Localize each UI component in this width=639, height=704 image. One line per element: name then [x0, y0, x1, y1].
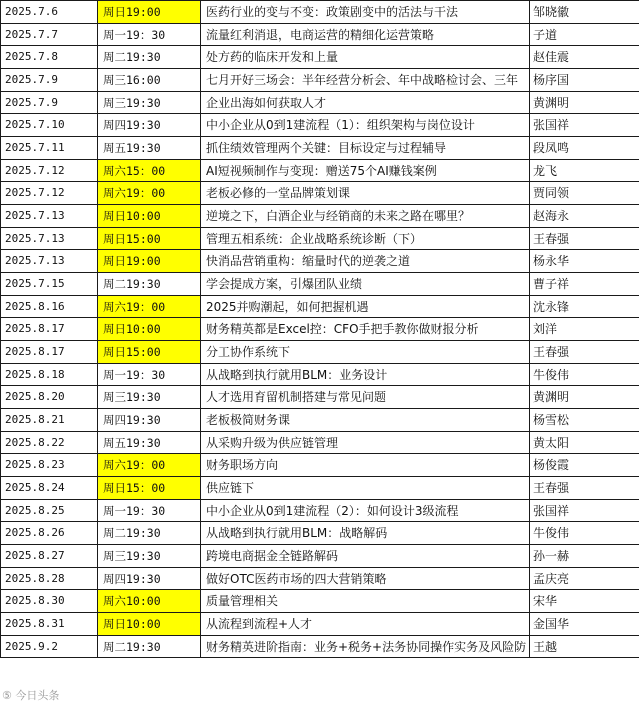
time-cell: 周日19:00: [98, 1, 201, 24]
title-cell: 供应链下: [201, 477, 530, 500]
table-row: [1, 431, 639, 454]
time-cell: 周三16:00: [98, 69, 201, 92]
time-cell: 周四19:30: [98, 114, 201, 137]
date-cell: 2025.8.26: [1, 522, 98, 545]
schedule-body: [1, 1, 639, 658]
date-cell: 2025.8.16: [1, 295, 98, 318]
date-cell: 2025.8.31: [1, 613, 98, 636]
table-row: [1, 159, 639, 182]
date-cell: 2025.8.25: [1, 499, 98, 522]
date-cell: 2025.9.2: [1, 635, 98, 658]
title-cell: 从战略到执行就用BLM：战略解码: [201, 522, 530, 545]
table-row: [1, 341, 639, 364]
time-cell: 周六10:00: [98, 590, 201, 613]
table-row: [1, 227, 639, 250]
title-cell: 做好OTC医药市场的四大营销策略: [201, 567, 530, 590]
date-cell: 2025.8.17: [1, 318, 98, 341]
speaker-cell: 刘洋: [530, 318, 639, 341]
time-cell: 周五19:30: [98, 431, 201, 454]
title-cell: 中小企业从0到1建流程（1）：组织架构与岗位设计: [201, 114, 530, 137]
table-row: [1, 250, 639, 273]
time-cell: 周六19：00: [98, 295, 201, 318]
time-cell: 周日15:00: [98, 227, 201, 250]
date-cell: 2025.7.9: [1, 69, 98, 92]
speaker-cell: 黄太阳: [530, 431, 639, 454]
table-row: [1, 295, 639, 318]
date-cell: 2025.8.30: [1, 590, 98, 613]
speaker-cell: 沈永锋: [530, 295, 639, 318]
date-cell: 2025.8.22: [1, 431, 98, 454]
title-cell: 流量红利消退，电商运营的精细化运营策略: [201, 23, 530, 46]
title-cell: 学会提成方案，引爆团队业绩: [201, 273, 530, 296]
time-cell: 周四19:30: [98, 409, 201, 432]
date-cell: 2025.8.18: [1, 363, 98, 386]
title-cell: 人才选用育留机制搭建与常见问题: [201, 386, 530, 409]
title-cell: 分工协作系统下: [201, 341, 530, 364]
title-cell: 老板必修的一堂品牌策划课: [201, 182, 530, 205]
title-cell: 快消品营销重构：缩量时代的逆袭之道: [201, 250, 530, 273]
speaker-cell: 贾同领: [530, 182, 639, 205]
table-row: [1, 409, 639, 432]
title-cell: AI短视频制作与变现：赠送75个AI赚钱案例: [201, 159, 530, 182]
speaker-cell: 邹晓徽: [530, 1, 639, 24]
time-cell: 周一19：30: [98, 499, 201, 522]
speaker-cell: 张国祥: [530, 499, 639, 522]
title-cell: 从战略到执行就用BLM：业务设计: [201, 363, 530, 386]
speaker-cell: 曹子祥: [530, 273, 639, 296]
title-cell: 抓住绩效管理两个关键：目标设定与过程辅导: [201, 137, 530, 160]
date-cell: 2025.8.21: [1, 409, 98, 432]
table-row: [1, 635, 639, 658]
time-cell: 周日19:00: [98, 250, 201, 273]
title-cell: 跨境电商据金全链路解码: [201, 545, 530, 568]
watermark: ⑤ 今日头条: [2, 689, 60, 702]
date-cell: 2025.7.6: [1, 1, 98, 24]
table-row: [1, 69, 639, 92]
time-cell: 周二19:30: [98, 273, 201, 296]
speaker-cell: 赵海永: [530, 205, 639, 228]
time-cell: 周日10:00: [98, 205, 201, 228]
time-cell: 周日10:00: [98, 318, 201, 341]
table-row: [1, 182, 639, 205]
time-cell: 周三19:30: [98, 91, 201, 114]
table-row: [1, 114, 639, 137]
title-cell: 财务精英都是Excel控：CFO手把手教你做财报分析: [201, 318, 530, 341]
date-cell: 2025.7.9: [1, 91, 98, 114]
title-cell: 七月开好三场会：半年经营分析会、年中战略检讨会、三年: [201, 69, 530, 92]
table-row: [1, 522, 639, 545]
date-cell: 2025.8.23: [1, 454, 98, 477]
time-cell: 周日15：00: [98, 477, 201, 500]
date-cell: 2025.7.15: [1, 273, 98, 296]
speaker-cell: 张国祥: [530, 114, 639, 137]
table-row: [1, 613, 639, 636]
time-cell: 周六19：00: [98, 454, 201, 477]
time-cell: 周五19:30: [98, 137, 201, 160]
table-row: [1, 91, 639, 114]
date-cell: 2025.7.10: [1, 114, 98, 137]
table-row: [1, 137, 639, 160]
time-cell: 周一19：30: [98, 23, 201, 46]
speaker-cell: 黄渊明: [530, 386, 639, 409]
title-cell: 从流程到流程+人才: [201, 613, 530, 636]
speaker-cell: 赵佳震: [530, 46, 639, 69]
speaker-cell: 孙一赫: [530, 545, 639, 568]
speaker-cell: 杨雪松: [530, 409, 639, 432]
speaker-cell: 王春强: [530, 227, 639, 250]
table-row: [1, 590, 639, 613]
date-cell: 2025.7.7: [1, 23, 98, 46]
table-row: [1, 273, 639, 296]
title-cell: 中小企业从0到1建流程（2）：如何设计3级流程: [201, 499, 530, 522]
date-cell: 2025.8.24: [1, 477, 98, 500]
table-row: [1, 545, 639, 568]
date-cell: 2025.7.13: [1, 205, 98, 228]
speaker-cell: 王春强: [530, 477, 639, 500]
table-row: [1, 46, 639, 69]
speaker-cell: 龙飞: [530, 159, 639, 182]
speaker-cell: 段凤鸣: [530, 137, 639, 160]
table-row: [1, 477, 639, 500]
speaker-cell: 子道: [530, 23, 639, 46]
title-cell: 管理五相系统：企业战略系统诊断（下）: [201, 227, 530, 250]
date-cell: 2025.8.17: [1, 341, 98, 364]
title-cell: 财务职场方向: [201, 454, 530, 477]
date-cell: 2025.8.27: [1, 545, 98, 568]
date-cell: 2025.7.12: [1, 159, 98, 182]
title-cell: 质量管理相关: [201, 590, 530, 613]
speaker-cell: 杨俊霞: [530, 454, 639, 477]
time-cell: 周三19:30: [98, 386, 201, 409]
date-cell: 2025.8.20: [1, 386, 98, 409]
date-cell: 2025.7.13: [1, 227, 98, 250]
title-cell: 处方药的临床开发和上量: [201, 46, 530, 69]
time-cell: 周六15：00: [98, 159, 201, 182]
table-row: [1, 454, 639, 477]
table-row: [1, 1, 639, 24]
speaker-cell: 牛俊伟: [530, 522, 639, 545]
time-cell: 周日15:00: [98, 341, 201, 364]
speaker-cell: 杨永华: [530, 250, 639, 273]
date-cell: 2025.7.8: [1, 46, 98, 69]
time-cell: 周二19:30: [98, 522, 201, 545]
date-cell: 2025.7.13: [1, 250, 98, 273]
table-row: [1, 386, 639, 409]
speaker-cell: 黄渊明: [530, 91, 639, 114]
date-cell: 2025.7.12: [1, 182, 98, 205]
time-cell: 周二19:30: [98, 46, 201, 69]
title-cell: 从采购升级为供应链管理: [201, 431, 530, 454]
speaker-cell: 金国华: [530, 613, 639, 636]
speaker-cell: 宋华: [530, 590, 639, 613]
table-row: [1, 567, 639, 590]
title-cell: 企业出海如何获取人才: [201, 91, 530, 114]
time-cell: 周六19：00: [98, 182, 201, 205]
title-cell: 逆境之下，白酒企业与经销商的未来之路在哪里？: [201, 205, 530, 228]
title-cell: 财务精英进阶指南：业务+税务+法务协同操作实务及风险防: [201, 635, 530, 658]
table-row: [1, 205, 639, 228]
table-row: [1, 318, 639, 341]
time-cell: 周二19:30: [98, 635, 201, 658]
speaker-cell: 王越: [530, 635, 639, 658]
date-cell: 2025.8.28: [1, 567, 98, 590]
time-cell: 周三19:30: [98, 545, 201, 568]
speaker-cell: 牛俊伟: [530, 363, 639, 386]
title-cell: 老板极简财务课: [201, 409, 530, 432]
table-row: [1, 499, 639, 522]
table-row: [1, 363, 639, 386]
table-row: [1, 23, 639, 46]
title-cell: 医药行业的变与不变：政策剧变中的活法与干法: [201, 1, 530, 24]
speaker-cell: 杨序国: [530, 69, 639, 92]
title-cell: 2025并购潮起，如何把握机遇: [201, 295, 530, 318]
time-cell: 周四19:30: [98, 567, 201, 590]
speaker-cell: 孟庆亮: [530, 567, 639, 590]
date-cell: 2025.7.11: [1, 137, 98, 160]
time-cell: 周日10:00: [98, 613, 201, 636]
speaker-cell: 王春强: [530, 341, 639, 364]
time-cell: 周一19：30: [98, 363, 201, 386]
